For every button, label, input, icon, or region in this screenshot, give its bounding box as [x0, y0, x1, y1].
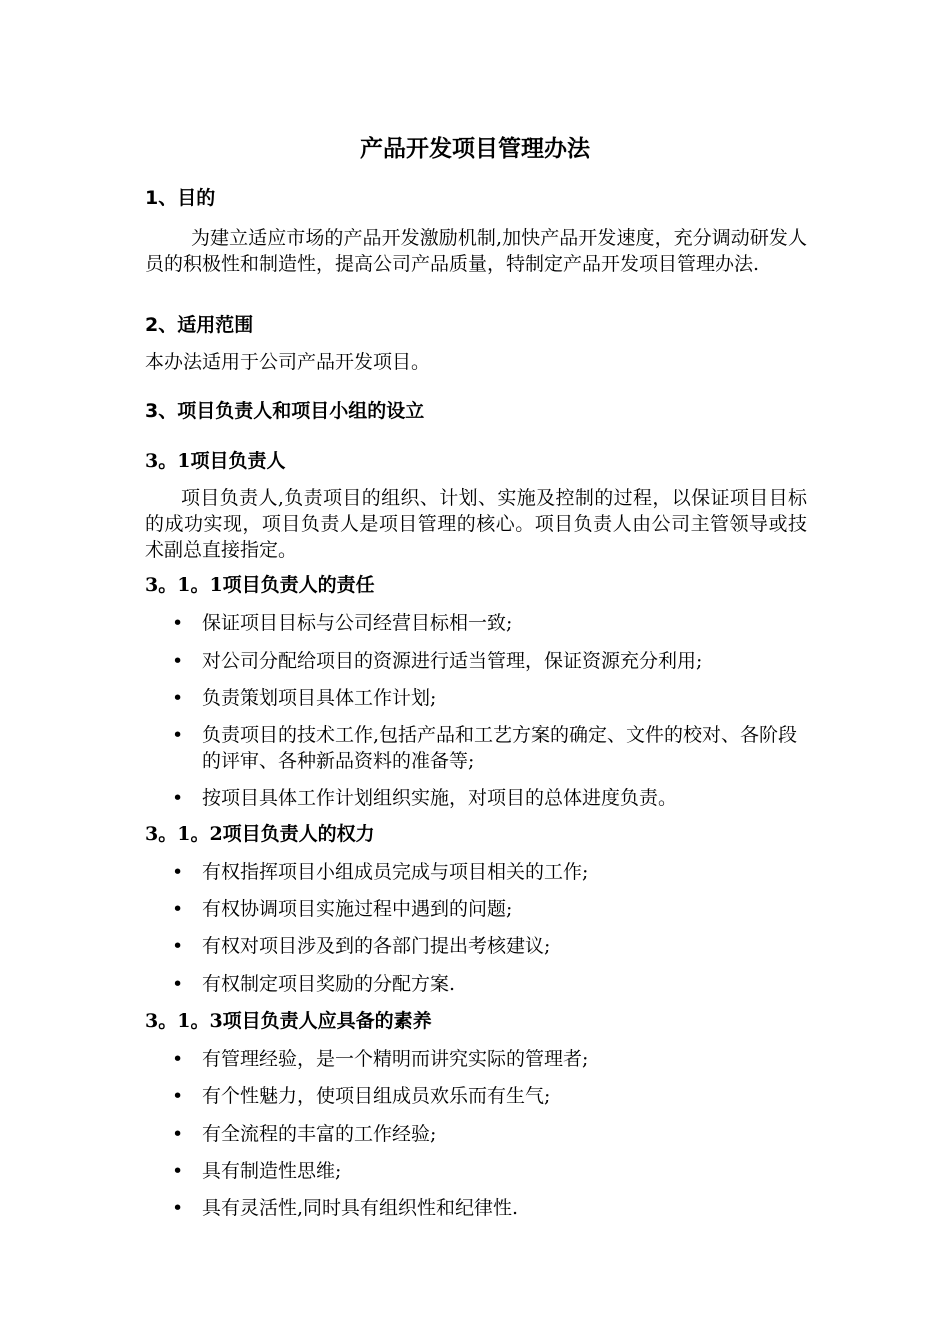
section-heading-scope: 2、适用范围	[145, 314, 254, 336]
bullet-icon: •	[172, 650, 184, 672]
subsection-heading-powers: 3。1。2项目负责人的权力	[145, 823, 375, 845]
bullet-icon: •	[172, 898, 184, 920]
bullet-icon: •	[172, 973, 184, 995]
bullet-icon: •	[172, 1085, 184, 1107]
bullet-icon: •	[172, 1197, 184, 1219]
list-item: • 负责策划项目具体工作计划;	[172, 687, 437, 709]
list-item: • 有权对项目涉及到的各部门提出考核建议;	[172, 935, 551, 957]
subsection-heading-qualities: 3。1。3项目负责人应具备的素养	[145, 1010, 432, 1032]
list-item: • 负责项目的技术工作,包括产品和工艺方案的确定、文件的校对、各阶段的评审、各种新品资料的准备等;	[172, 724, 798, 772]
list-item: • 有权指挥项目小组成员完成与项目相关的工作;	[172, 861, 589, 883]
bullet-icon: •	[172, 1160, 184, 1182]
subsection-heading-responsibilities: 3。1。1项目负责人的责任	[145, 574, 375, 596]
list-item: • 有全流程的丰富的工作经验;	[172, 1123, 437, 1145]
paragraph-purpose: 为建立适应市场的产品开发激励机制,加快产品开发速度，充分调动研发人员的积极性和制造性，提高公司产品质量，特制定产品开发项目管理办法.	[145, 227, 807, 275]
list-item: • 对公司分配给项目的资源进行适当管理，保证资源充分利用;	[172, 650, 703, 672]
bullet-icon: •	[172, 724, 184, 746]
page-title: 产品开发项目管理办法	[360, 136, 590, 162]
list-item: • 有管理经验，是一个精明而讲究实际的管理者;	[172, 1048, 589, 1070]
paragraph-scope: 本办法适用于公司产品开发项目。	[145, 351, 431, 373]
list-item: • 按项目具体工作计划组织实施，对项目的总体进度负责。	[172, 787, 678, 809]
subsection-heading-leader: 3。1项目负责人	[145, 450, 286, 472]
section-heading-purpose: 1、目的	[145, 187, 216, 209]
bullet-icon: •	[172, 612, 184, 634]
bullet-icon: •	[172, 787, 184, 809]
bullet-icon: •	[172, 861, 184, 883]
bullet-icon: •	[172, 935, 184, 957]
list-item: • 有个性魅力，使项目组成员欢乐而有生气;	[172, 1085, 551, 1107]
list-item: • 保证项目目标与公司经营目标相一致;	[172, 612, 513, 634]
list-item: • 具有灵活性,同时具有组织性和纪律性.	[172, 1197, 519, 1219]
bullet-icon: •	[172, 1048, 184, 1070]
list-item: • 有权制定项目奖励的分配方案.	[172, 973, 456, 995]
section-heading-setup: 3、项目负责人和项目小组的设立	[145, 400, 425, 422]
paragraph-leader: 项目负责人,负责项目的组织、计划、实施及控制的过程，以保证项目目标的成功实现，项目负责人是项目管理的核心。项目负责人由公司主管领导或技术副总直接指定。	[145, 487, 807, 561]
list-item: • 有权协调项目实施过程中遇到的问题;	[172, 898, 513, 920]
bullet-icon: •	[172, 1123, 184, 1145]
bullet-icon: •	[172, 687, 184, 709]
list-item: • 具有制造性思维;	[172, 1160, 342, 1182]
